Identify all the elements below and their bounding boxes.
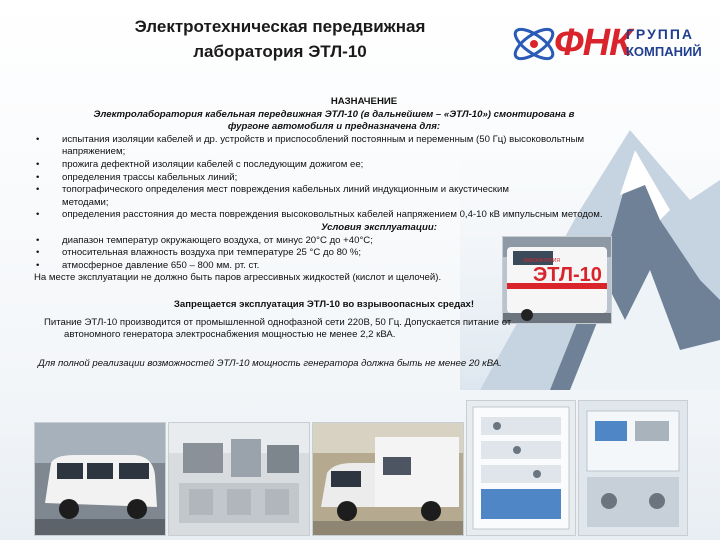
logo-word-group: ГРУППА <box>626 26 695 42</box>
content-block <box>34 96 614 370</box>
conditions-title: Условия эксплуатации: <box>321 221 437 233</box>
conditions-list <box>34 235 614 273</box>
equipment-rack-photo <box>466 400 576 536</box>
no-aggressive-note: На месте эксплуатации не должно быть паров агрессивных жидкостей (кислот и щелочей). <box>34 272 442 284</box>
list-item: • определения трассы кабельных линий; <box>34 172 614 185</box>
list-item: • топографического определения мест повреждения кабельных линий индукционным и акустическим методами; <box>34 184 614 209</box>
list-item: • диапазон температур окружающего воздуха, от минус 20°С до +40°С; <box>34 235 614 248</box>
logo-mark-text: ФНК <box>554 22 632 64</box>
warning-text: Запрещается эксплуатация ЭТЛ-10 во взрывоопасных средах! <box>173 298 475 310</box>
power-text <box>44 317 614 342</box>
truck-photo <box>312 422 464 536</box>
purpose-list <box>34 134 614 222</box>
list-item: • относительная влажность воздуха при температуре 25 °С до 80 %; <box>34 247 614 260</box>
section-title: НАЗНАЧЕНИЕ <box>330 96 398 107</box>
van-lettering-small: ЛАБОРАТОРИЯ <box>523 258 560 264</box>
intro-text: Электролаборатория кабельная передвижная ЭТЛ-10 (в дальнейшем – «ЭТЛ-10») смонтирована в фургоне автомобиля и предназначена для: <box>93 108 575 133</box>
header <box>0 0 720 80</box>
van-lettering: ЭТЛ-10 <box>533 264 602 286</box>
title-line-2: лаборатория ЭТЛ-10 <box>193 42 367 61</box>
interior-photo <box>168 422 310 536</box>
list-item: • определения расстояния до места повреждения высоковольтных кабелей напряжением 0,4-10 кВ импульсным методом. <box>34 209 614 222</box>
minibus-photo <box>34 422 166 536</box>
full-power-text: Для полной реализации возможностей ЭТЛ-10 мощность генератора должна быть не менее 20 кВА. <box>38 357 502 369</box>
company-logo <box>510 18 700 72</box>
list-item: • прожига дефектной изоляции кабелей с последующим дожигом ее; <box>34 159 614 172</box>
logo-word-companies: КОМПАНИЙ <box>626 44 702 59</box>
list-item: • атмосферное давление 650 – 800 мм. рт. ст. <box>34 260 614 273</box>
list-item: • испытания изоляции кабелей и др. устройств и приспособлений постоянным и переменным (50 Гц) высоковольтным напряжением; <box>34 134 614 159</box>
control-panel-photo <box>578 400 688 536</box>
power-line-1: Питание ЭТЛ-10 производится от промышленной однофазной сети 220В, 50 Гц. Допускается питание от <box>44 316 512 328</box>
power-line-2: автономного генератора электроснабжения мощностью не менее 2,2 кВА. <box>64 329 396 341</box>
title-line-1: Электротехническая передвижная <box>134 17 426 36</box>
page-title <box>70 14 490 64</box>
